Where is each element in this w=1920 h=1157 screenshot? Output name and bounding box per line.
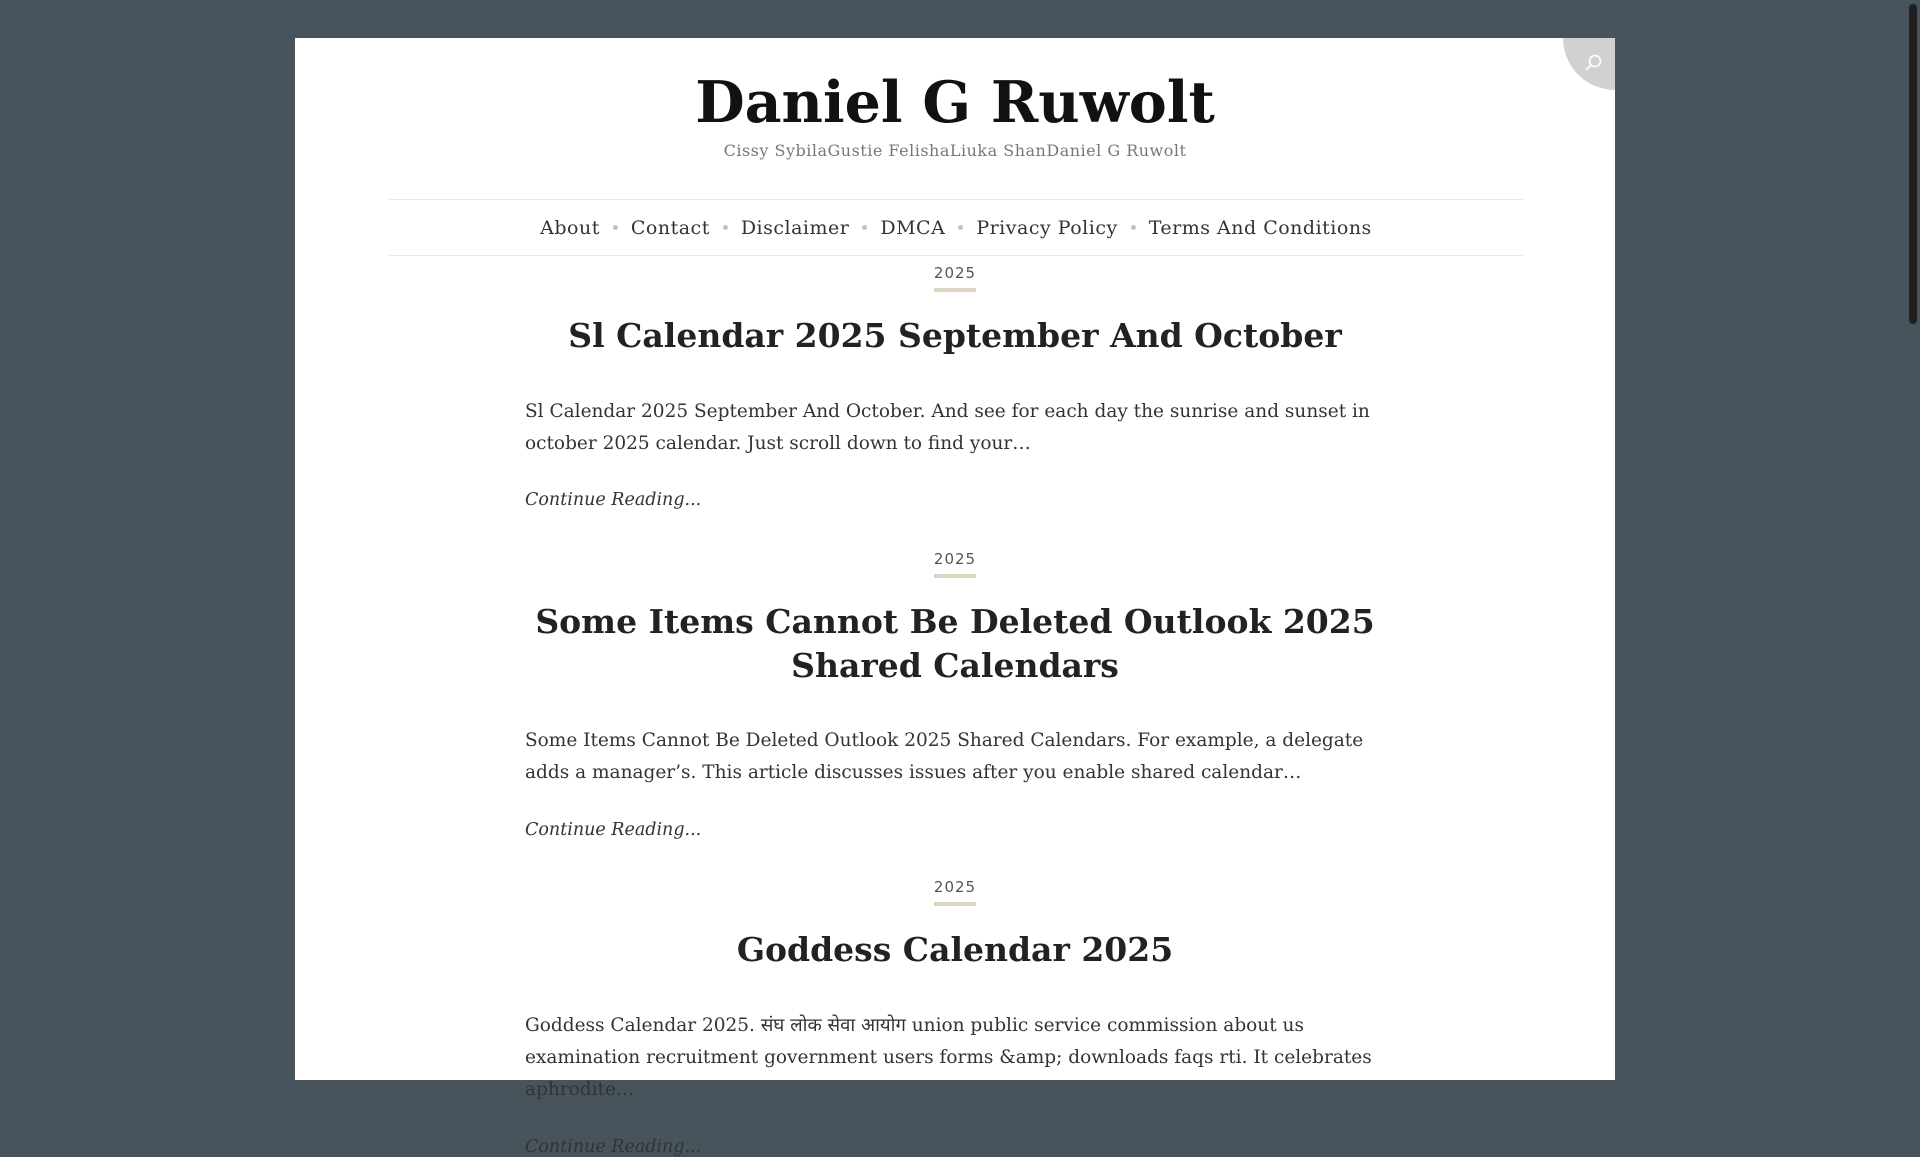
post-title[interactable]: Some Items Cannot Be Deleted Outlook 2025 Shared Calendars [535, 602, 1375, 685]
post-excerpt: Some Items Cannot Be Deleted Outlook 2025 Shared Calendars. For example, a delegate adds a manager’s. This article discusses issues after you enable shared calendar… [525, 730, 1364, 784]
post-article [525, 264, 1385, 510]
site-header [295, 38, 1615, 160]
continue-reading-link[interactable]: Continue Reading... [525, 490, 702, 511]
nav-separator [1131, 225, 1136, 230]
scrollbar-thumb[interactable] [1909, 4, 1917, 324]
search-icon [1585, 54, 1603, 72]
vertical-scrollbar[interactable] [1906, 0, 1920, 1080]
site-description: Cissy SybilaGustie FelishaLiuka ShanDaniel G Ruwolt [723, 141, 1187, 160]
continue-reading-link[interactable]: Continue Reading... [525, 819, 702, 840]
nav-separator [613, 225, 618, 230]
nav-item-disclaimer[interactable]: Disclaimer [740, 216, 850, 239]
nav-item-dmca[interactable]: DMCA [880, 216, 946, 239]
post-category-link[interactable]: 2025 [934, 264, 976, 292]
post-category-link[interactable]: 2025 [934, 550, 976, 578]
site-title[interactable]: Daniel G Ruwolt [695, 69, 1215, 136]
continue-reading-link[interactable]: Continue Reading... [525, 1136, 702, 1157]
nav-item-about[interactable]: About [540, 216, 600, 239]
main-navigation [389, 199, 1523, 256]
nav-item-terms[interactable]: Terms And Conditions [1148, 216, 1372, 239]
page-container [295, 38, 1615, 1157]
post-excerpt: Goddess Calendar 2025. संघ लोक सेवा आयोग union public service commission about us examination recruitment government users forms &amp; downloads faqs rti. It celebrates aphrodite… [525, 1014, 1372, 1101]
nav-separator [958, 225, 963, 230]
post-category-link[interactable]: 2025 [934, 878, 976, 906]
nav-item-privacy-policy[interactable]: Privacy Policy [976, 216, 1118, 239]
post-article [525, 878, 1385, 1157]
post-title[interactable]: Sl Calendar 2025 September And October [568, 316, 1342, 355]
post-article [525, 550, 1385, 840]
nav-item-contact[interactable]: Contact [630, 216, 710, 239]
post-excerpt: Sl Calendar 2025 September And October. And see for each day the sunrise and sunset in october 2025 calendar. Just scroll down to find your… [525, 400, 1370, 454]
nav-separator [723, 225, 728, 230]
post-title[interactable]: Goddess Calendar 2025 [736, 930, 1174, 969]
nav-separator [862, 225, 867, 230]
